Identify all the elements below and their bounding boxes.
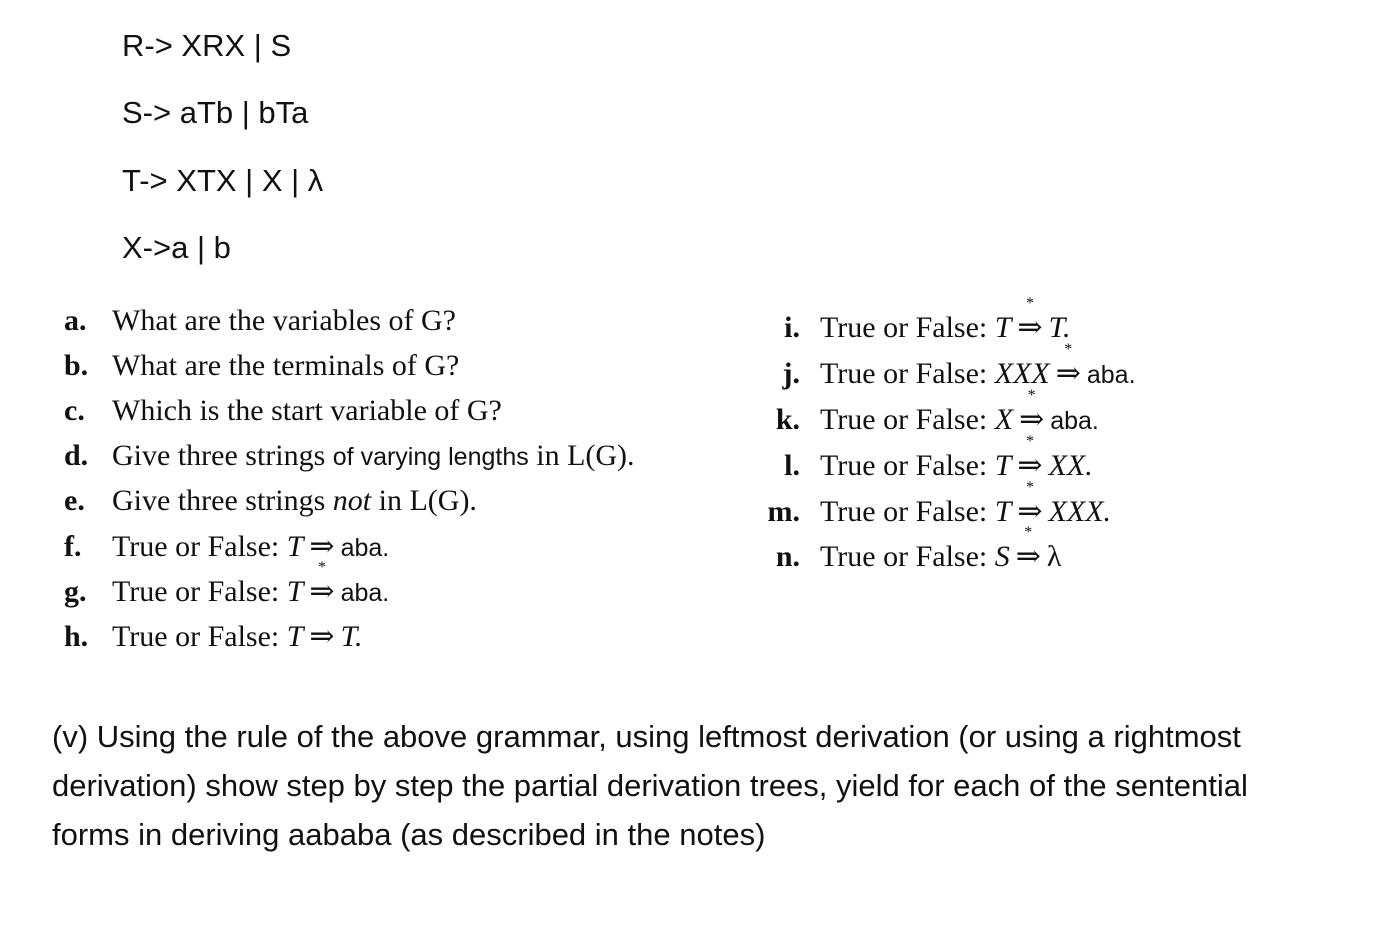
derives-star-arrow-icon: * ⇒ [1055,341,1081,390]
question-h [64,619,363,655]
question-letter: n. [775,540,800,573]
question-lead: True or False: [820,403,988,436]
question-emphasis: not [332,484,372,517]
question-letter: h. [64,620,89,653]
question-letter: k. [775,403,800,436]
question-lhs: X [994,403,1014,436]
question-lead: True or False: [112,530,280,563]
question-rhs: XXX. [1048,495,1112,528]
question-l [742,433,1093,484]
question-i [742,295,1071,346]
question-rhs: aba. [1086,361,1136,389]
question-b [64,348,459,384]
question-letter: b. [64,349,89,382]
grammar-rule-t: T-> XTX | X | λ [122,163,324,198]
question-letter: i. [784,311,800,344]
question-letter: a. [64,304,87,337]
question-f [64,529,389,566]
question-text: Give three strings [112,484,326,517]
question-lead: True or False: [820,540,988,573]
question-rhs: aba. [340,579,390,607]
question-letter: j. [782,357,800,390]
derives-star-arrow-icon: * ⇒ [1017,433,1043,482]
question-rhs: T. [340,620,363,653]
question-lead: True or False: [820,495,988,528]
question-c [64,393,502,429]
question-e [64,483,477,519]
derives-star-arrow-icon: * ⇒ [1017,295,1043,344]
question-lhs: T [286,620,304,653]
derives-star-arrow-icon: * ⇒ [1015,524,1041,573]
question-lead: True or False: [820,311,988,344]
question-lhs: T [286,530,304,563]
grammar-rule-x: X->a | b [122,230,231,265]
question-letter: f. [64,530,82,563]
question-n [742,524,1062,575]
question-text: Which is the start variable of G? [112,394,502,427]
question-j [742,341,1136,393]
question-d [64,438,635,475]
question-lhs: S [994,540,1010,573]
question-rhs: T. [1048,311,1071,344]
question-rhs: aba. [1050,407,1099,435]
question-letter: m. [767,495,800,528]
question-rhs: λ [1046,540,1062,573]
question-text-tail: in L(G). [536,439,635,472]
question-m [742,479,1112,530]
question-letter: d. [64,439,89,472]
question-lhs: T [994,449,1012,482]
question-lead: True or False: [820,357,988,390]
derives-arrow-icon: ⇒ [309,530,335,563]
question-lhs: XXX [994,357,1050,390]
question-k [742,387,1099,439]
derives-star-arrow-icon: * ⇒ [1017,479,1043,528]
derives-arrow-icon: ⇒ [309,620,335,653]
question-rhs: XX. [1048,449,1093,482]
question-lead: True or False: [112,620,280,653]
instruction-paragraph: (v) Using the rule of the above grammar, using leftmost derivation (or using a rightmost derivation) show step by step the partial derivation trees, yield for each of the sentential forms in deriving aababa (as described in the notes) [52,719,1248,852]
question-text: What are the terminals of G? [112,349,460,382]
question-letter: e. [64,484,85,517]
question-letter: l. [784,449,800,482]
question-lead: True or False: [820,449,988,482]
question-lead: True or False: [112,575,280,608]
question-letter: g. [64,575,87,608]
derives-star-arrow-icon: * ⇒ [309,559,335,608]
question-text-inserted: of varying lengths [332,443,529,471]
question-lhs: T [994,495,1012,528]
derives-star-arrow-icon: * ⇒ [1019,387,1045,436]
question-text: What are the variables of G? [112,304,456,337]
question-text-tail: in L(G). [378,484,477,517]
question-rhs: aba. [340,534,390,562]
question-a [64,303,456,339]
question-letter: c. [64,394,85,427]
question-lhs: T [994,311,1012,344]
question-text: Give three strings [112,439,326,472]
grammar-rule-s: S-> aTb | bTa [122,95,309,130]
question-g [64,559,390,611]
grammar-rule-r: R-> XRX | S [122,28,292,63]
question-lhs: T [286,575,304,608]
